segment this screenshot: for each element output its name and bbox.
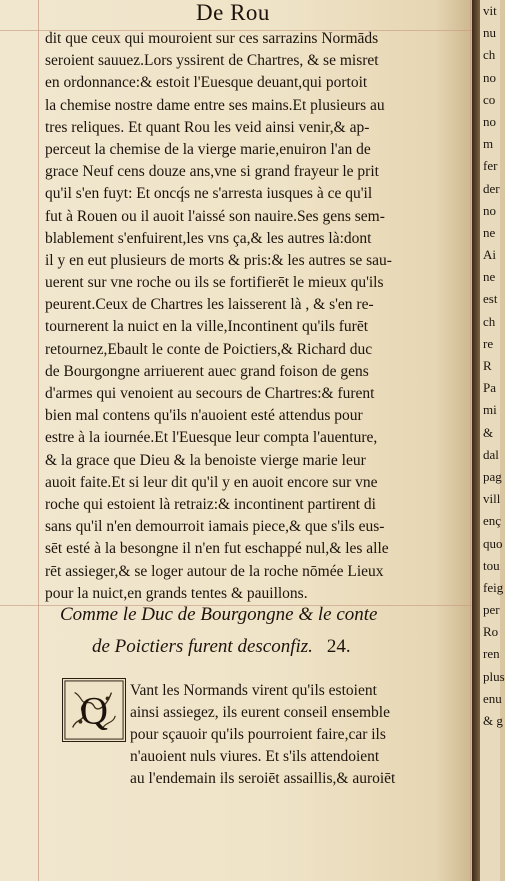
running-header: De Rou (196, 0, 270, 25)
text-line: peurent.Ceux de Chartres les laisserent là , & s'en re- (45, 296, 374, 314)
chapter-heading-text: de Poictiers furent desconfiz. (92, 636, 313, 657)
facing-text-fragment: & g (483, 713, 503, 728)
text-line: de Bourgongne arriuerent auec grand foison de gens (45, 362, 369, 380)
chapter-heading-line-1: Comme le Duc de Bourgongne & le conte (60, 604, 378, 625)
facing-text-fragment: vill (483, 491, 501, 507)
text-line: tournerent la nuict en la ville,Incontinent qu'ils furēt (45, 318, 369, 336)
ornamental-dropcap (62, 678, 126, 742)
text-line: retournez,Ebault le conte de Poictiers,& Richard duc (45, 340, 373, 358)
chapter-number: 24. (326, 636, 351, 657)
body-text (45, 28, 465, 605)
text-line: au l'endemain ils seroiēt assaillis,& auroiēt (130, 770, 396, 787)
text-line: en ordonnance:& estoit l'Euesque deuant,qui portoit (45, 74, 368, 92)
dropcap-ornament-icon (63, 679, 125, 741)
text-line: seroient sauuez.Lors yssirent de Chartres, & se misret (45, 52, 379, 70)
facing-text-fragment: no (483, 202, 496, 218)
text-line: pour la nuict,en grands tentes & pauillons. (45, 584, 308, 602)
text-line: perceut la chemise de la vierge marie,enuiron l'an de (45, 140, 371, 158)
facing-text-fragment: enu (483, 690, 502, 706)
facing-text-fragment: ch (483, 313, 496, 329)
facing-text-fragment: fer (483, 158, 498, 174)
text-line: estre à la iournée.Et l'Euesque leur compta l'auenture, (45, 429, 378, 447)
text-line: tres reliques. Et quant Rou les veid ainsi venir,& ap- (45, 118, 370, 136)
text-line: il y en eut plusieurs de morts & pris:& les autres se sau- (45, 251, 392, 269)
facing-text-fragment: der (483, 180, 500, 196)
margin-rule-right (470, 0, 471, 881)
facing-text-fragment: co (483, 91, 496, 107)
text-line: ainsi assiegez, ils eurent conseil ensemble (130, 704, 390, 721)
facing-text-fragment: nu (483, 25, 496, 41)
text-line: sans qu'il n'en demourroit iamais piece,& que s'ils eus- (45, 518, 385, 536)
text-line: sēt esté à la besongne il n'en fut eschappé nul,& les alle (45, 540, 389, 558)
facing-text-fragment: tou (483, 557, 500, 573)
facing-text-fragment: pag (483, 468, 502, 484)
text-line: auoit faite.Et si leur dit qu'il y en auoit encore sur vne (45, 473, 378, 491)
text-line: fut à Rouen ou il auoit l'aissé son nauire.Ses gens sem- (45, 207, 385, 225)
facing-text-fragment: quo (483, 535, 503, 551)
text-line: d'armes qui venoient au secours de Chartres:& furent (45, 385, 375, 402)
text-line: & la grace que Dieu & la benoiste vierge marie leur (45, 451, 366, 469)
facing-text-fragment: ne (483, 269, 496, 285)
text-line: uerent sur vne roche ou ils se fortifierēt le mieux qu'ils (45, 274, 384, 292)
text-line: blablement s'enfuirent,les vns ça,& les autres là:dont (45, 229, 372, 247)
facing-text-fragment: Pa (483, 380, 496, 396)
facing-text-fragment: no (483, 113, 496, 129)
book-spine (472, 0, 480, 881)
text-line: rēt assieger,& se loger autour de la roche nōmée Lieux (45, 562, 384, 580)
facing-text-fragment: ren (483, 646, 500, 662)
margin-rule-left (38, 0, 39, 881)
facing-text-fragment: dal (483, 446, 499, 462)
facing-text-fragment: enç (483, 513, 502, 529)
facing-text-fragment: est (483, 291, 498, 307)
text-line: roche qui estoient là retraiz:& incontinent partirent di (45, 495, 376, 513)
chapter-opening-text (130, 680, 470, 790)
facing-text-fragment: feig (483, 579, 504, 595)
facing-text-fragment: per (483, 602, 500, 618)
facing-text-fragment: mi (483, 402, 497, 418)
facing-text-fragment: re (483, 335, 494, 351)
text-line: qu'il s'en fuyt: Et oncq́s ne s'arresta iusques à ce qu'il (45, 185, 373, 203)
facing-text-fragment: no (483, 69, 496, 85)
facing-page-edge (480, 0, 505, 881)
facing-text-fragment: vit (483, 3, 497, 18)
text-line: dit que ceux qui mouroient sur ces sarrazins Normāds (45, 30, 379, 47)
chapter-heading-line-2 (92, 636, 502, 658)
svg-text:Q: Q (80, 689, 108, 733)
facing-text-fragment: Ro (483, 624, 499, 640)
text-line: bien mal contens qu'ils n'auoient esté attendus pour (45, 407, 363, 425)
text-line: pour sçauoir qu'ils pourroient faire,car ils (130, 726, 386, 743)
facing-text-fragment: ch (483, 47, 496, 63)
facing-text-fragment: R (483, 358, 492, 373)
text-line: Vant les Normands virent qu'ils estoient (130, 682, 377, 699)
text-line: la chemise nostre dame entre ses mains.Et plusieurs au (45, 96, 385, 114)
facing-text-fragment: ne (483, 224, 496, 240)
text-line: n'auoient nuls viures. Et s'ils attendoient (130, 748, 380, 765)
facing-text-fragment: plus (483, 668, 505, 684)
facing-text-fragment: Ai (483, 247, 496, 263)
facing-text-fragment: & (483, 424, 494, 440)
text-line: grace Neuf cens douze ans,vne si grand frayeur le prit (45, 163, 379, 181)
facing-text-fragment: m (483, 136, 494, 152)
